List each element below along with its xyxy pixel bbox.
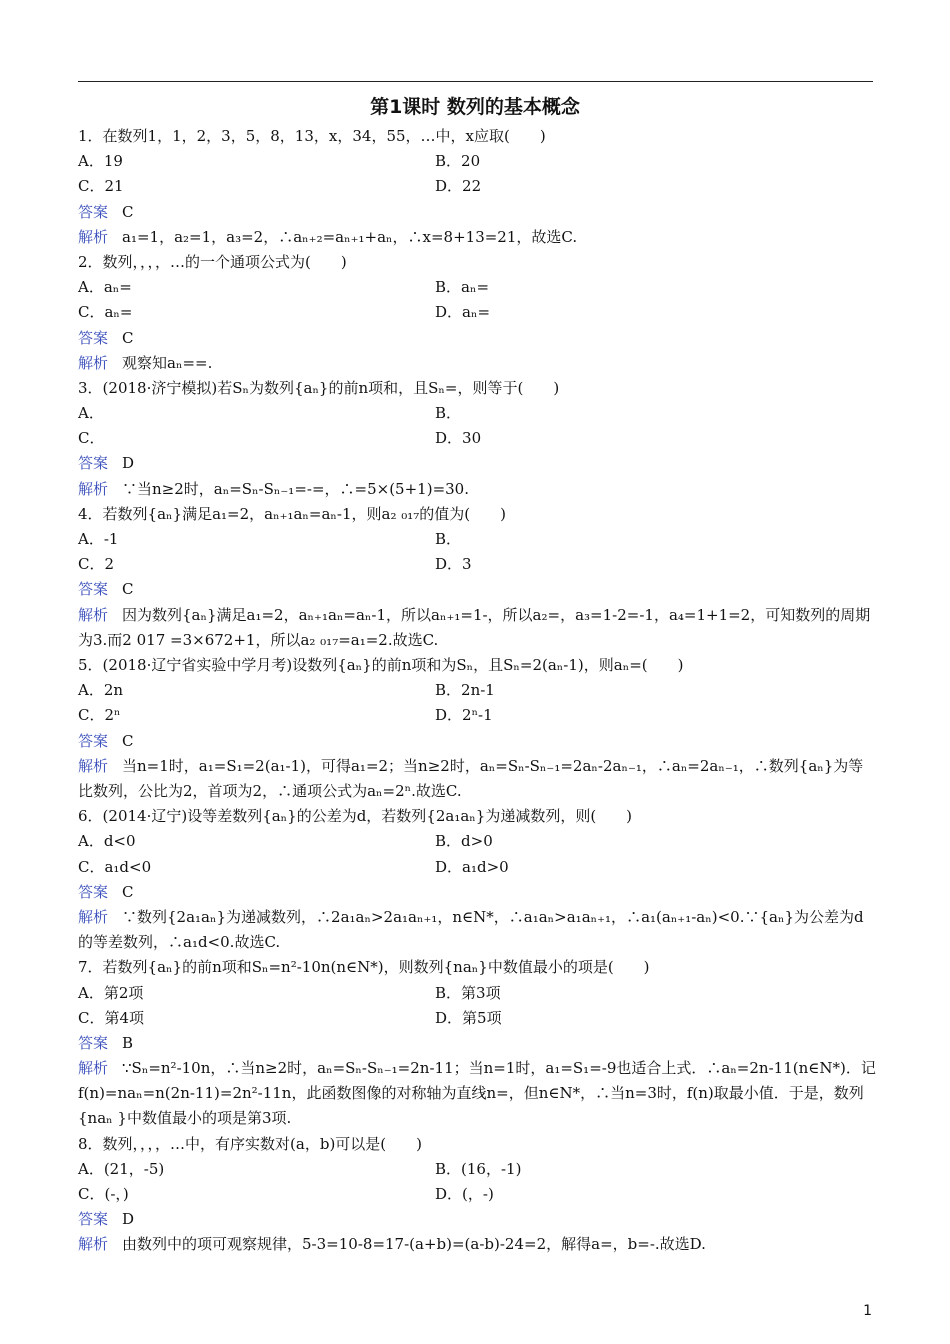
option-choice: D．3 — [435, 555, 472, 574]
question-stem: 3．(2018·济宁模拟)若Sₙ为数列{aₙ}的前n项和，且Sₙ=，则等于( ) — [78, 378, 560, 397]
options-row — [78, 703, 878, 728]
option-choice: A．2n — [78, 681, 124, 700]
answer-value: B — [122, 1033, 134, 1052]
question-block — [78, 804, 878, 955]
option-choice: B．d>0 — [435, 832, 493, 851]
option-choice: C．21 — [78, 177, 124, 196]
analysis-text: 因为数列{aₙ}满足a₁=2，aₙ₊₁aₙ=aₙ-1，所以aₙ₊₁=1-，所以a₂=，a₃=1-2=-1，a₄=1+1=2，可知数列的周期为3.而2 017 =3×672+1，所以a₂ ₀₁₇=a₁=2.故选C. — [78, 605, 871, 649]
option-choice: B． — [435, 404, 462, 423]
question-stem: 5．(2018·辽宁省实验中学月考)设数列{aₙ}的前n项和为Sₙ，且Sₙ=2(aₙ-1)，则aₙ=( ) — [78, 656, 684, 675]
analysis-text: ∵数列{2a₁aₙ}为递减数列，∴2a₁aₙ>2a₁aₙ₊₁，n∈N*，∴a₁aₙ>a₁aₙ₊₁，∴a₁(aₙ₊₁-aₙ)<0.∵{aₙ}为公差为d的等差数列，∴a₁d<0.故选C. — [78, 907, 864, 952]
question-list — [78, 124, 878, 1258]
analysis-label: 解析 — [78, 605, 109, 624]
option-choice: A．aₙ= — [78, 278, 132, 297]
option-choice: C．a₁d<0 — [78, 857, 152, 876]
option-choice: C．2 — [78, 555, 115, 574]
analysis-paragraph — [78, 477, 878, 502]
option-choice: D．30 — [435, 429, 482, 448]
question-stem: 1．在数列1，1，2，3，5，8，13，x，34，55，…中，x应取( ) — [78, 127, 546, 145]
analysis-paragraph — [78, 225, 878, 250]
option-choice: D．aₙ= — [435, 303, 491, 322]
answer-value: C — [122, 882, 134, 901]
option-choice: C．(-，) — [78, 1185, 129, 1204]
option-choice: C． — [78, 429, 105, 448]
analysis-text: ∵Sₙ=n²-10n，∴当n≥2时，aₙ=Sₙ-Sₙ₋₁=2n-11；当n=1时，a₁=S₁=-9也适合上式．∴aₙ=2n-11(n∈N*)．记f(n)=naₙ=n(2n-11)=2n²-11n，此函数图像的对称轴为直线n=，但n∈N*，∴当n=3时，f(n)取最小值．于是，数列{naₙ }中数值最小的项是第3项. — [78, 1059, 876, 1128]
analysis-paragraph — [78, 1232, 878, 1257]
analysis-text: a₁=1，a₂=1，a₃=2，∴aₙ₊₂=aₙ₊₁+aₙ，∴x=8+13=21，故选C. — [122, 227, 578, 246]
options-row — [78, 426, 878, 451]
options-row — [78, 1006, 878, 1031]
answer-label: 答案 — [78, 1033, 109, 1052]
option-choice: B．aₙ= — [435, 278, 490, 297]
analysis-paragraph — [78, 754, 878, 804]
answer-value: C — [122, 328, 134, 347]
question-block — [78, 502, 878, 653]
analysis-text: 由数列中的项可观察规律，5-3=10-8=17-(a+b)=(a-b)-24=2，解得a=，b=-.故选D. — [122, 1235, 706, 1254]
question-block — [78, 653, 878, 804]
analysis-label: 解析 — [78, 353, 109, 372]
option-choice: B．2n-1 — [435, 681, 495, 700]
option-choice: D．a₁d>0 — [435, 857, 509, 876]
question-stem: 2．数列，，，，…的一个通项公式为( ) — [78, 252, 347, 271]
options-row — [78, 149, 878, 174]
option-choice: D．第5项 — [435, 1008, 502, 1027]
analysis-paragraph — [78, 603, 878, 653]
question-block — [78, 955, 878, 1131]
options-row — [78, 981, 878, 1006]
option-choice: A．d<0 — [78, 832, 136, 851]
option-choice: D．22 — [435, 177, 482, 196]
answer-label: 答案 — [78, 202, 109, 221]
option-choice: B．20 — [435, 152, 481, 171]
option-choice: C．2ⁿ — [78, 706, 121, 725]
options-row — [78, 275, 878, 300]
answer-line — [78, 326, 878, 351]
analysis-label: 解析 — [78, 1235, 109, 1254]
answer-line — [78, 880, 878, 905]
page-number: 1 — [863, 1303, 872, 1319]
answer-line — [78, 1031, 878, 1056]
analysis-paragraph — [78, 1056, 878, 1132]
answer-line — [78, 451, 878, 476]
option-choice: B．第3项 — [435, 983, 501, 1002]
options-row — [78, 1182, 878, 1207]
analysis-label: 解析 — [78, 479, 109, 498]
question-stem: 7．若数列{aₙ}的前n项和Sₙ=n²-10n(n∈N*)，则数列{naₙ}中数值最小的项是( ) — [78, 958, 650, 977]
option-choice: B． — [435, 530, 462, 549]
options-row — [78, 174, 878, 199]
option-choice: C．第4项 — [78, 1008, 145, 1027]
answer-label: 答案 — [78, 731, 109, 750]
option-choice: B．(16，-1) — [435, 1159, 522, 1178]
analysis-label: 解析 — [78, 907, 109, 926]
options-row — [78, 678, 878, 703]
analysis-text: 观察知aₙ==. — [122, 353, 213, 372]
option-choice: C．aₙ= — [78, 303, 133, 322]
analysis-paragraph — [78, 351, 878, 376]
question-stem: 6．(2014·辽宁)设等差数列{aₙ}的公差为d，若数列{2a₁aₙ}为递减数列，则( ) — [78, 807, 633, 826]
analysis-text: 当n=1时，a₁=S₁=2(a₁-1)，可得a₁=2；当n≥2时，aₙ=Sₙ-Sₙ₋₁=2aₙ-2aₙ₋₁，∴aₙ=2aₙ₋₁，∴数列{aₙ}为等比数列，公比为2，首项为2，∴通项公式为aₙ=2ⁿ.故选C. — [78, 756, 864, 800]
analysis-text: ∵当n≥2时，aₙ=Sₙ-Sₙ₋₁=-=，∴=5×(5+1)=30. — [122, 479, 469, 498]
answer-label: 答案 — [78, 1210, 109, 1229]
options-row — [78, 855, 878, 880]
answer-line — [78, 729, 878, 754]
answer-line — [78, 577, 878, 602]
question-block — [78, 376, 878, 502]
options-row — [78, 552, 878, 577]
answer-label: 答案 — [78, 454, 109, 473]
answer-label: 答案 — [78, 882, 109, 901]
answer-value: C — [122, 731, 134, 750]
option-choice: A．第2项 — [78, 983, 144, 1002]
question-block — [78, 250, 878, 376]
option-choice: A．(21，-5) — [78, 1159, 165, 1178]
options-row — [78, 527, 878, 552]
options-row — [78, 1157, 878, 1182]
question-block — [78, 1132, 878, 1258]
option-choice: D．(，-) — [435, 1185, 494, 1204]
question-stem: 4．若数列{aₙ}满足a₁=2，aₙ₊₁aₙ=aₙ-1，则a₂ ₀₁₇的值为( ) — [78, 504, 507, 523]
analysis-paragraph — [78, 905, 878, 955]
options-row — [78, 300, 878, 325]
answer-line — [78, 200, 878, 225]
analysis-label: 解析 — [78, 756, 109, 775]
question-stem: 8．数列，，，，…中，有序实数对(a，b)可以是( ) — [78, 1134, 422, 1153]
answer-value: D — [122, 1210, 135, 1229]
analysis-label: 解析 — [78, 227, 109, 246]
answer-value: C — [122, 202, 134, 221]
option-choice: A．-1 — [78, 530, 119, 549]
option-choice: A．19 — [78, 152, 123, 171]
answer-line — [78, 1207, 878, 1232]
options-row — [78, 401, 878, 426]
options-row — [78, 829, 878, 854]
page-title: 第1课时 数列的基本概念 — [370, 96, 580, 118]
header-rule — [78, 81, 873, 82]
answer-label: 答案 — [78, 580, 109, 599]
answer-label: 答案 — [78, 328, 109, 347]
analysis-label: 解析 — [78, 1059, 109, 1078]
answer-value: D — [122, 454, 135, 473]
option-choice: A． — [78, 404, 104, 423]
option-choice: D．2ⁿ-1 — [435, 706, 493, 725]
question-block — [78, 124, 878, 250]
answer-value: C — [122, 580, 134, 599]
